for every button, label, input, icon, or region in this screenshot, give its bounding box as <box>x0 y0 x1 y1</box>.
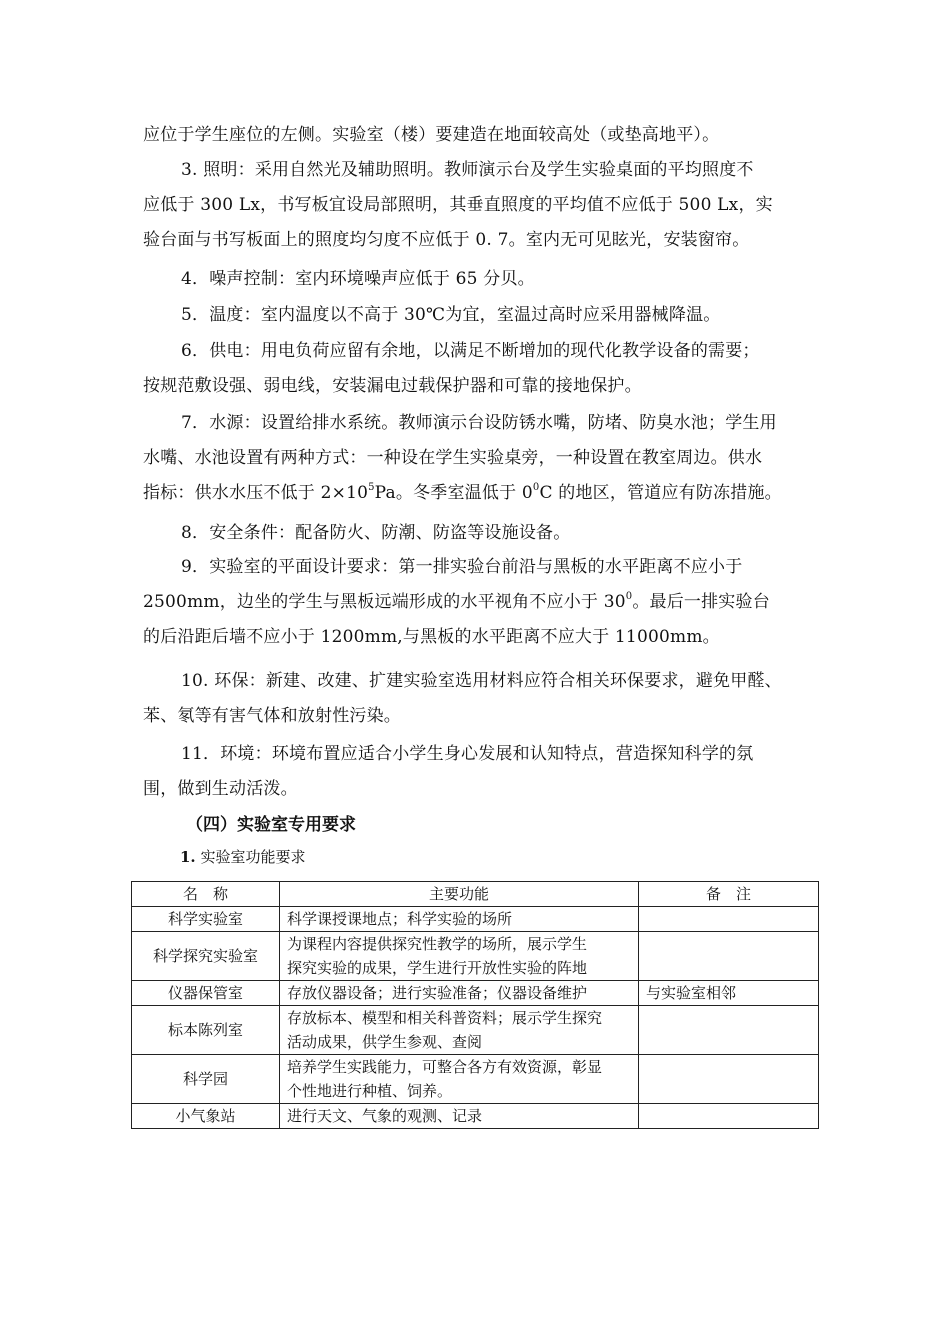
table-cell-function <box>280 907 639 932</box>
text-run: Pa。冬季室温低于 0 <box>374 483 533 503</box>
table-cell-note <box>639 1055 819 1104</box>
text-line: 7．水源：设置给排水系统。教师演示台设防锈水嘴，防堵、防臭水池；学生用 <box>181 413 777 433</box>
text-line: 6．供电：用电负荷应留有余地，以满足不断增加的现代化教学设备的需要； <box>181 341 760 361</box>
text-line: 8．安全条件：配备防火、防潮、防盗等设施设备。 <box>181 523 571 543</box>
paragraph-lighting <box>143 153 811 258</box>
table-cell-function <box>280 1006 639 1055</box>
function-table <box>131 881 819 1129</box>
table-row <box>132 1006 819 1055</box>
table-cell-name: 科学园 <box>132 1055 280 1104</box>
table-header-note: 备 注 <box>639 882 819 907</box>
table-cell-function <box>280 1104 639 1129</box>
table-cell-note <box>639 1104 819 1129</box>
superscript: 0 <box>532 482 540 494</box>
table-header-name: 名 称 <box>132 882 280 907</box>
text-line <box>143 476 811 511</box>
subsection-heading <box>180 846 305 868</box>
table-cell-name: 小气象站 <box>132 1104 280 1129</box>
text-run: 。最后一排实验台 <box>632 592 770 612</box>
text-line: 苯、氡等有害气体和放射性污染。 <box>143 706 401 726</box>
cell-line: 培养学生实践能力，可整合各方有效资源，彰显 <box>287 1058 603 1076</box>
cell-line: 存放标本、模型和相关科普资料；展示学生探究 <box>287 1009 603 1027</box>
text-line: 5．温度：室内温度以不高于 30℃为宜，室温过高时应采用器械降温。 <box>181 305 721 325</box>
paragraph-noise <box>143 262 811 297</box>
text-run: 指标：供水水压不低于 2×10 <box>143 483 369 503</box>
table-cell-note <box>639 932 819 981</box>
superscript: 5 <box>368 482 375 494</box>
text-line: 应位于学生座位的左侧。实验室（楼）要建造在地面较高处（或垫高地平）。 <box>143 125 720 145</box>
cell-line: 个性地进行种植、饲养。 <box>287 1082 453 1100</box>
paragraph-power <box>143 334 811 404</box>
subsection-title: 实验室功能要求 <box>195 848 306 866</box>
paragraph-water <box>143 406 811 511</box>
cell-line: 探究实验的成果，学生进行开放性实验的阵地 <box>287 959 588 977</box>
table-header-function: 主要功能 <box>280 882 639 907</box>
cell-line: 活动成果，供学生参观、查阅 <box>287 1033 483 1051</box>
paragraph-ventilation-end <box>143 118 811 153</box>
table-cell-function <box>280 981 639 1006</box>
paragraph-floor-plan <box>143 550 811 655</box>
table-row <box>132 932 819 981</box>
section-heading: （四）实验室专用要求 <box>186 815 356 835</box>
paragraph-ambience <box>143 737 811 807</box>
table-cell-name: 仪器保管室 <box>132 981 280 1006</box>
table-cell-note <box>639 1006 819 1055</box>
table-header-row <box>132 882 819 907</box>
text-run: 2500mm，边坐的学生与黑板远端形成的水平视角不应小于 30 <box>143 592 626 612</box>
text-line <box>143 585 811 620</box>
table-cell-name: 标本陈列室 <box>132 1006 280 1055</box>
cell-line: 为课程内容提供探究性教学的场所，展示学生 <box>287 935 588 953</box>
table-row <box>132 1055 819 1104</box>
text-line: 11．环境：环境布置应适合小学生身心发展和认知特点，营造探知科学的氛 <box>181 744 754 764</box>
superscript: 0 <box>625 591 633 603</box>
table-cell-function <box>280 1055 639 1104</box>
text-line: 9．实验室的平面设计要求：第一排实验台前沿与黑板的水平距离不应小于 <box>181 557 743 577</box>
cell-line: 存放仪器设备；进行实验准备；仪器设备维护 <box>287 984 588 1002</box>
cell-line: 科学课授课地点；科学实验的场所 <box>287 910 513 928</box>
table-cell-note: 与实验室相邻 <box>639 981 819 1006</box>
cell-line: 进行天文、气象的观测、记录 <box>287 1107 483 1125</box>
paragraph-temperature <box>143 298 811 333</box>
table-row <box>132 907 819 932</box>
text-line: 围，做到生动活泼。 <box>143 779 298 799</box>
table-row <box>132 981 819 1006</box>
text-line: 3. 照明：采用自然光及辅助照明。教师演示台及学生实验桌面的平均照度不 <box>181 160 754 180</box>
text-line: 水嘴、水池设置有两种方式：一种设在学生实验桌旁，一种设置在教室周边。供水 <box>143 448 763 468</box>
subsection-number: 1. <box>180 848 196 866</box>
text-line: 按规范敷设强、弱电线，安装漏电过载保护器和可靠的接地保护。 <box>143 376 642 396</box>
table-cell-name: 科学探究实验室 <box>132 932 280 981</box>
table-cell-function <box>280 932 639 981</box>
text-line: 的后沿距后墙不应小于 1200mm,与黑板的水平距离不应大于 11000mm。 <box>143 627 720 647</box>
table-cell-name: 科学实验室 <box>132 907 280 932</box>
text-line: 应低于 300 Lx，书写板宜设局部照明，其垂直照度的平均值不应低于 500 Lx，实 <box>143 195 773 215</box>
text-line: 10. 环保：新建、改建、扩建实验室选用材料应符合相关环保要求，避免甲醛、 <box>181 671 782 691</box>
text-line: 4．噪声控制：室内环境噪声应低于 65 分贝。 <box>181 269 535 289</box>
table-row <box>132 1104 819 1129</box>
paragraph-safety <box>143 516 811 551</box>
text-line: 验台面与书写板面上的照度均匀度不应低于 0. 7。室内无可见眩光，安装窗帘。 <box>143 230 750 250</box>
paragraph-environmental <box>143 664 811 734</box>
table-cell-note <box>639 907 819 932</box>
text-run: C 的地区，管道应有防冻措施。 <box>539 483 782 503</box>
